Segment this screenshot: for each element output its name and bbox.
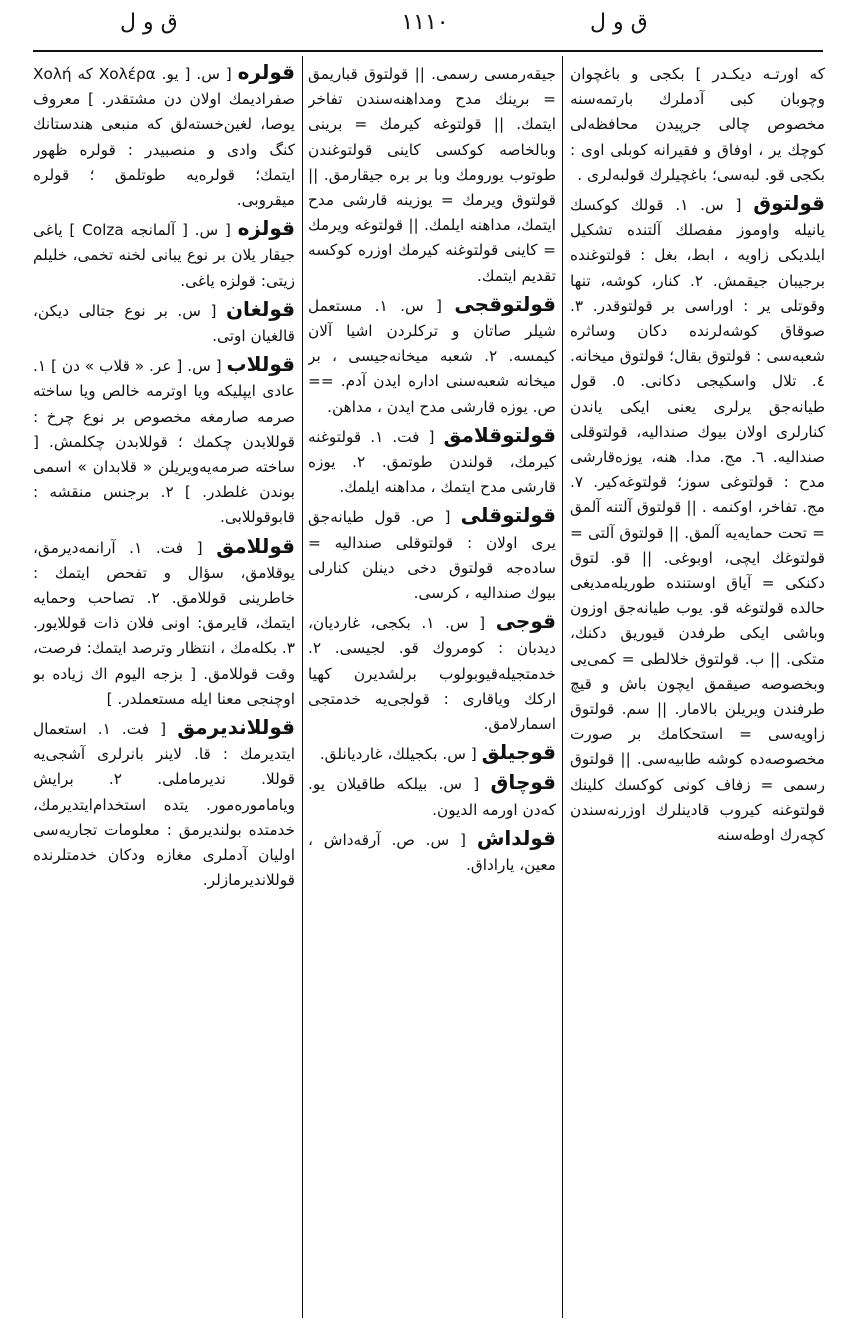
entry <box>33 216 295 294</box>
entry <box>570 60 825 188</box>
headword: قولتوقجی <box>454 291 556 316</box>
headword: قولزه <box>237 216 295 241</box>
definition: [ ص. قول طیانه‌جق یری اولان : قولتوقلی صندالیه = ساده‌جه قولتوق دخی دینلن كنارلی بیوك صندالیه ، كرسی. <box>308 508 556 603</box>
entry <box>308 503 556 606</box>
definition: [ س. بر نوع جتالی دیكن، قالغیان اوتی. <box>33 301 295 346</box>
definition: [ س. بكجیلك، غاردیانلق. <box>319 745 477 764</box>
headword: قولداش <box>476 825 556 850</box>
headword: قوچاق <box>490 770 556 795</box>
page-number: ١١١٠ <box>401 10 449 35</box>
page-header <box>0 0 850 46</box>
entry <box>308 609 556 737</box>
headword: قوجی <box>495 609 556 634</box>
headword: قولتوقلی <box>460 503 556 528</box>
running-head-left: ق و ل <box>120 10 178 35</box>
headword: قوللاب <box>226 352 295 377</box>
column-middle <box>308 60 556 1315</box>
headword: قوللامق <box>216 533 295 558</box>
definition: [ س. ص. آرقه‌داش ، معین، یاراداق. <box>308 830 556 875</box>
entry <box>308 740 556 767</box>
entry <box>308 770 556 822</box>
entry <box>33 534 295 712</box>
entry <box>308 60 556 289</box>
column-right <box>570 60 825 1315</box>
definition: جیقه‌رمسی رسمی. || قولتوق قباریمق = برینك مدح ومداهنه‌سندن تفاخر ایتمك. || قولتوغه كیرمك = برینی وبالخاصه كوكسی كاینی قولتوغندن طوتوب یورومك وبا بر بره جیقارمق. || قولتوق ویرمك = یوزینه قارشی مدح ایتمك، مداهنه ایلمك. || قولتوغه ویرمك = كاینی قولتوغنه كیرمك اوزره كوكسه تقدیم ایتمك. <box>308 65 556 285</box>
definition: [ س. ١. قولك كوكسك یانیله واوموز مفصلك آلتنده تشكیل ایلدیكی زاویه ، ابط، بغل : قولتوغنده برجیبان جیقمش. ٢. كنار، كوشه، تنها وقوتلی یر : اوراسی بر قولتوقدر. ٣. صوقاق كوشه‌لرنده دكان وساثره شعبه‌سی : قولتوق بقال؛ قولتوق میخانه. ٤. تلال واسكیجی دكانی. ٥. قول طیانه‌جق یرلری یعنی ایكی یاندن كنارلری اولان بیوك صندالیه، قولتوقلی صندالیه. ٦. مج. مدا. هنه، یوزه‌قارشی مدح : قولتوغی سوز؛ قولتوغه‌كیر. ٧. مج. تفاخر، اوكنمه . || قولتوق آلتنه آلمق = تحت حمایه‌یه آلمق. || قولتوق آلتی = قولتوغك ایچی، اوبوغی. || قو. لتوق دكنكی = آیاق اوستنده طوریله‌مدیغی حالده قولتوغه قو. یوب طیانه‌جق اوزون وباشی ایكی طرفدن قیوریق دكنك، متكی. || ب. قولتوق خلالطی = كمی‌یی وبخصوصه صیقمق ایچون باش و قیچ طرفندن ویریلن بالامار. || سم. قولتوق زاویه‌سی = استحكامك بر صورت مخصوصه‌ده كوشه طابیه‌سی. || قولتوق رسمی = زفاف كونی كوكسك كلینك قولتوغنه كیروب قادینلرك اوزرنه‌سندن كچه‌رك اوطه‌سنه <box>570 196 825 845</box>
entry <box>308 292 556 420</box>
headword: قولتوقلامق <box>443 422 556 447</box>
headword: قولتوق <box>753 191 825 216</box>
column-left <box>33 60 295 1315</box>
headword: قوجیلق <box>481 740 556 765</box>
entry <box>308 423 556 501</box>
definition: [ فت. ١. قولتوغنه كیرمك، قولندن طوتمق. ٢. یوزه قارشی مدح ایتمك ، مداهنه ایلمك. <box>308 427 556 497</box>
definition: [ س. بیلكه طاقیلان یو. كه‌دن اورمه الدیون. <box>308 775 556 819</box>
entry <box>33 352 295 530</box>
definition: [ س. [ عر. « قلاب » دن ] ١. عادی ایپلیكه ویا اوترمه خالص ویا ساخته صرمه صارمغه مخصوص بر نوع چرخ : قوللابدن چكمك ؛ قوللابدن چكلمش. [ ساخته صرمه‌یه‌ویریلن « قلابدان » اسمی بوندن غلطدر. ] ٢. برجنس منقشه : قابوقوللابی. <box>33 357 295 527</box>
headword: قوللاندیرمق <box>177 715 295 740</box>
entry <box>33 297 295 349</box>
entry <box>308 826 556 878</box>
definition: [ س. [ یو. Χολέρα كه Χολή صفرادیمك اولان دن مشتقدر. ] معروف یوصا، لغین‌خسته‌لق كه منبعی هندستانك كنگ وادی و منصبیدر : قولره ظهور ایتمك؛ قولره‌یه طوتلمق ؛ قولره میقروبی. <box>33 65 295 210</box>
header-rule <box>33 50 823 52</box>
entry <box>33 715 295 893</box>
entry <box>33 60 295 213</box>
running-head-right: ق و ل <box>590 10 648 35</box>
column-divider <box>302 56 303 1318</box>
headword: قولره <box>237 60 295 84</box>
definition: [ س. [ آلمانجه Colza ] یاغی جیقار یلان بر نوع یبانی لخنه تخمی، خلیلم زیتی: قولزه یاغی. <box>33 221 295 290</box>
definition: [ س. ١. مستعمل شیلر صاتان و تركلردن اشیا آلان كیمسه. ٢. شعبه میخانه‌جیسی ، بر میخانه شعبه‌سنی اداره ایدن آدم. == ص. یوزه قارشی مدح ایدن ، مداهن. <box>308 296 556 416</box>
entry <box>570 191 825 848</box>
definition: [ س. ١. بكجی، غاردیان، دیدبان : كومروك قو. لجیسی. ٢. خدمتجیله‌قیوبولوب برلشدیرن كهیا اركك ویاقاری : قولجی‌یه خدمتجی اسمارلامق. <box>308 614 556 734</box>
headword: قولغان <box>225 296 295 321</box>
definition: كه اورتـه دیكـدر ] بكجی و باغچوان وچوبان كبی آدملرك بارتمه‌سنه مخصوص چالی جرپیدن محافظه‌لی كوچك یر ، اوفاق و فقیرانه كوبلی اوی : بكجی قو. لبه‌سی؛ باغچیلرك قولبه‌لری . <box>570 65 825 184</box>
definition: [ فت. ١. استعمال ایتدیرمك : قا. لاینر بانرلری آشجی‌یه قوللا. ندیرماملی. ٢. برایش ویاماموره‌مور. یتده استخدام‌ایتدیرمك، خدمتده بولندیرمق : معلومات تجاریه‌سی اولیان آدملری مغازه ودكان خدمتلرنده قوللاندیرمازلر. <box>33 720 295 890</box>
definition: [ فت. ١. آرانمه‌دیرمق، یوقلامق، سؤال و تفحص ایتمك : خاطرینی قوللامق. ٢. تصاحب وحمایه ایتمك، قایرمق: اونی فلان ذات قوللایور. ٣. بكله‌مك ، انتظار وترصد ایتمك: فرصت، وقت قوللامق. [ بزجه الیوم اك زیاده بو اوچنجی معنا ایله مستعملدر. ] <box>33 538 295 708</box>
column-divider <box>562 56 563 1318</box>
